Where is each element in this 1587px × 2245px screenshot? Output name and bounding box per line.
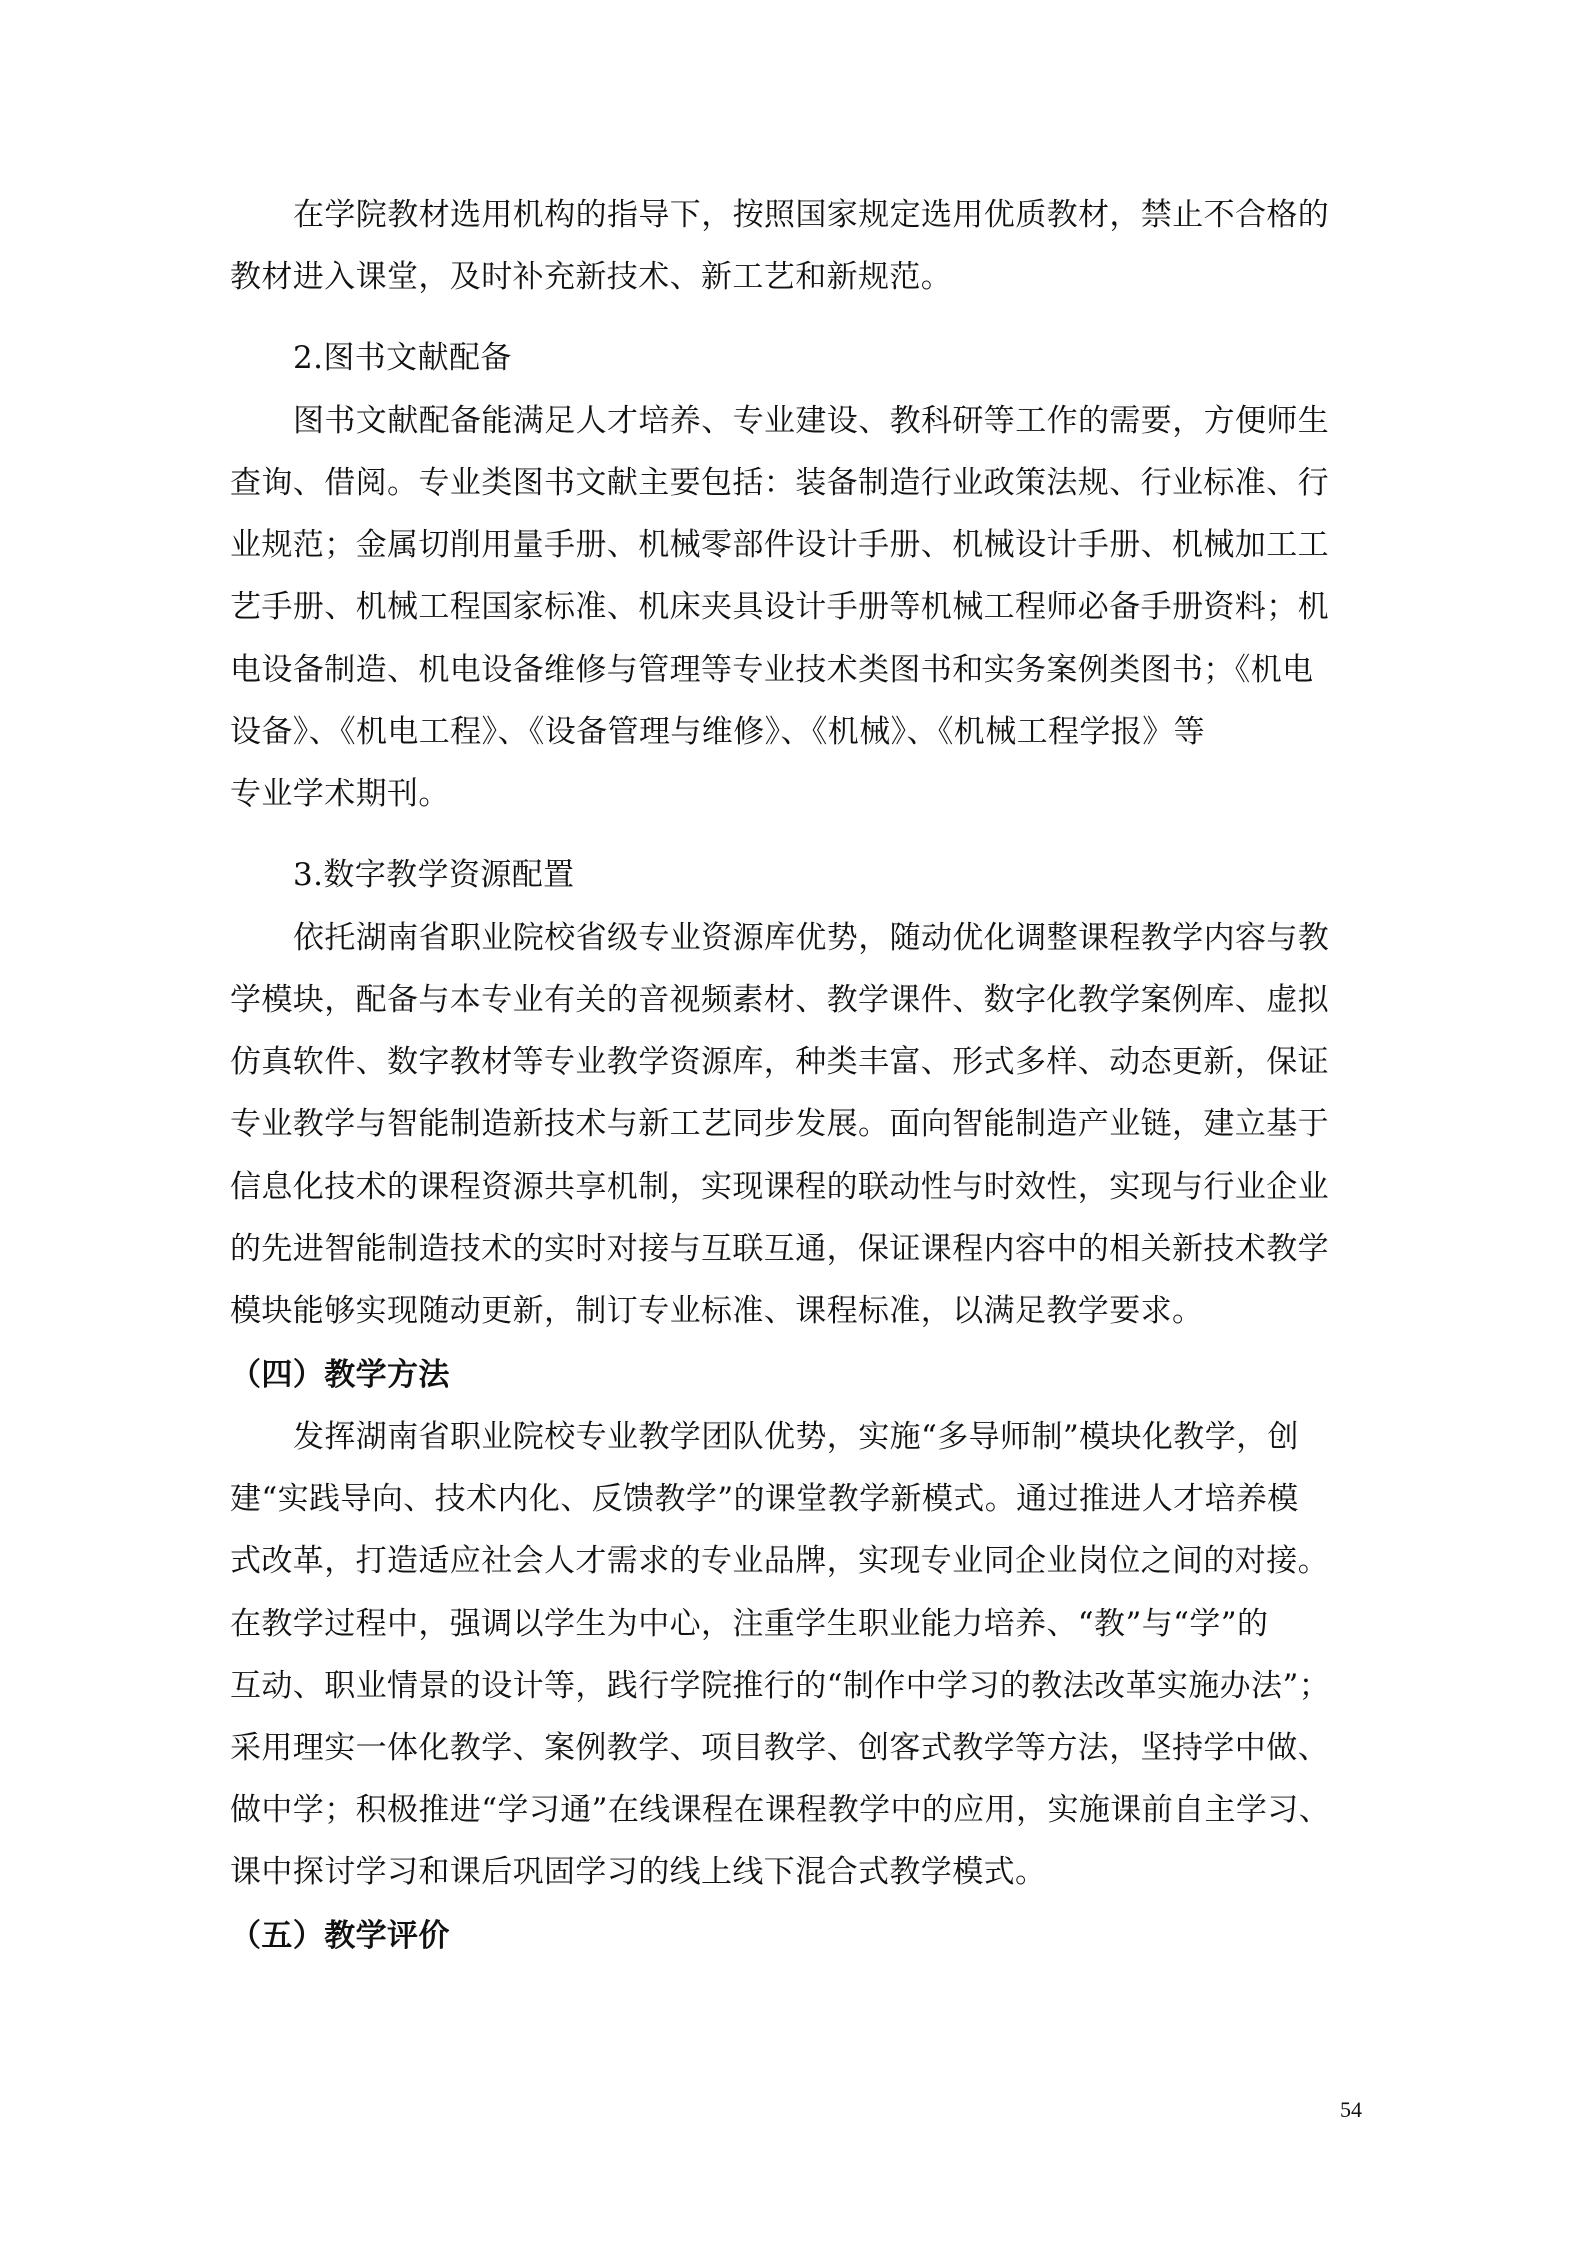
paragraph-line: 互动、职业情景的设计等，践行学院推行的“制作中学习的教法改革实施办法”； — [230, 1668, 1331, 1704]
paragraph-line: 设备》、《机电工程》、《设备管理与维修》、《机械》、《机械工程学报》等 — [230, 714, 1205, 750]
paragraph-line: 课中探讨学习和课后巩固学习的线上线下混合式教学模式。 — [230, 1854, 1047, 1890]
paragraph-line: 发挥湖南省职业院校专业教学团队优势，实施“多导师制”模块化教学，创 — [293, 1419, 1299, 1455]
paragraph-line: 学模块，配备与本专业有关的音视频素材、教学课件、数字化教学案例库、虚拟 — [230, 982, 1329, 1018]
paragraph-line: 的先进智能制造技术的实时对接与互联互通，保证课程内容中的相关新技术教学 — [230, 1231, 1329, 1267]
paragraph-line: 专业学术期刊。 — [230, 776, 450, 812]
paragraph-line: 式改革，打造适应社会人才需求的专业品牌，实现专业同企业岗位之间的对接。 — [230, 1543, 1329, 1579]
paragraph-line: 依托湖南省职业院校省级专业资源库优势，随动优化调整课程教学内容与教 — [293, 920, 1330, 956]
paragraph-line: 电设备制造、机电设备维修与管理等专业技术类图书和实务案例类图书；《机电 — [230, 652, 1314, 688]
paragraph-line: 采用理实一体化教学、案例教学、项目教学、创客式教学等方法，坚持学中做、 — [230, 1730, 1329, 1766]
section-heading: （五）教学评价 — [230, 1918, 450, 1954]
paragraph-line: 仿真软件、数字教材等专业教学资源库，种类丰富、形式多样、动态更新，保证 — [230, 1044, 1329, 1080]
paragraph-line: 建“实践导向、技术内化、反馈教学”的课堂教学新模式。通过推进人才培养模 — [230, 1481, 1299, 1517]
paragraph-line: 查询、借阅。专业类图书文献主要包括：装备制造行业政策法规、行业标准、行 — [230, 465, 1329, 501]
paragraph-line: 图书文献配备能满足人才培养、专业建设、教科研等工作的需要，方便师生 — [293, 403, 1330, 439]
paragraph-line: 做中学；积极推进“学习通”在线课程在课程教学中的应用，实施课前自主学习、 — [230, 1792, 1331, 1828]
paragraph-line: 专业教学与智能制造新技术与新工艺同步发展。面向智能制造产业链，建立基于 — [230, 1106, 1329, 1142]
paragraph-line: 模块能够实现随动更新，制订专业标准、课程标准，以满足教学要求。 — [230, 1293, 1204, 1329]
section-heading: （四）教学方法 — [230, 1357, 450, 1393]
paragraph-line: 艺手册、机械工程国家标准、机床夹具设计手册等机械工程师必备手册资料；机 — [230, 589, 1329, 625]
paragraph-line: 业规范；金属切削用量手册、机械零部件设计手册、机械设计手册、机械加工工 — [230, 527, 1329, 563]
paragraph-line: 教材进入课堂，及时补充新技术、新工艺和新规范。 — [230, 259, 953, 295]
page-number: 54 — [1340, 2097, 1362, 2122]
section-heading: 2.图书文献配备 — [293, 340, 512, 376]
paragraph-line: 在学院教材选用机构的指导下，按照国家规定选用优质教材，禁止不合格的 — [293, 197, 1330, 233]
paragraph-line: 信息化技术的课程资源共享机制，实现课程的联动性与时效性，实现与行业企业 — [230, 1169, 1329, 1205]
section-heading: 3.数字教学资源配置 — [293, 857, 575, 893]
paragraph-line: 在教学过程中，强调以学生为中心，注重学生职业能力培养、“教”与“学”的 — [230, 1606, 1269, 1642]
